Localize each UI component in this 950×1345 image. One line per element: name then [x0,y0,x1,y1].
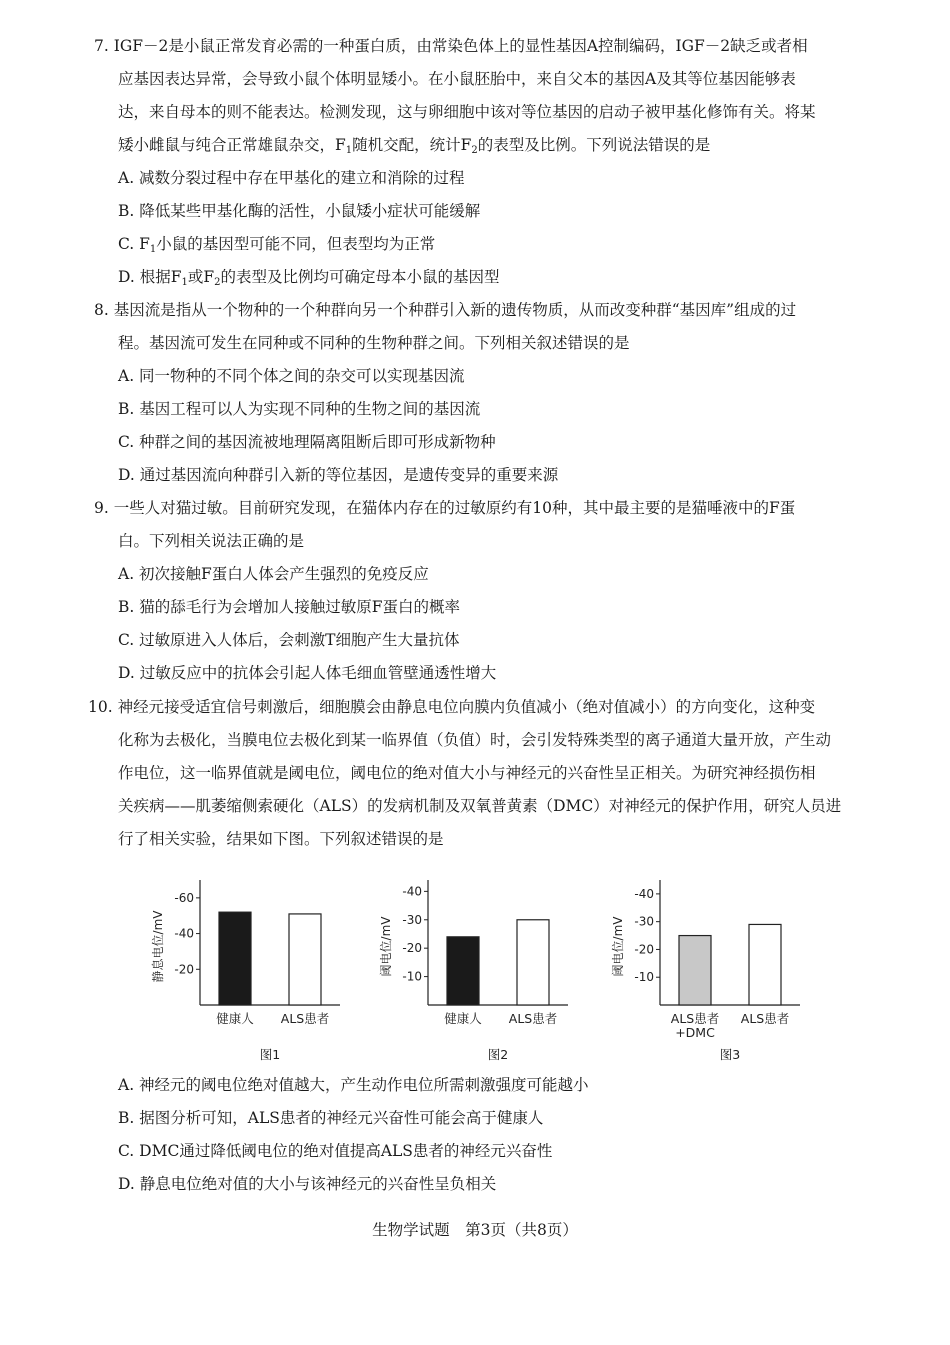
chart-svg [140,868,360,1063]
q7-stem-line-4 [118,135,710,155]
y-tick-label: -20 [634,942,654,957]
q7-stem-line-4a: 矮小雌鼠与纯合正常雄鼠杂交，F [118,136,346,154]
chart-title: 图3 [719,1047,741,1062]
q10-stem-line-3: 作电位，这一临界值就是阈电位，阈电位的绝对值大小与神经元的兴奋性呈正相关。为研究神经损伤相 [118,764,816,782]
bar [447,937,479,1005]
q7-stem-line-4b: 随机交配，统计F [352,136,472,154]
bar [517,920,549,1005]
q7-option-d-b: 或F [187,268,215,286]
chart-svg [368,868,588,1063]
q7-stem-line-3: 达，来自母本的则不能表达。检测发现，这与卵细胞中该对等位基因的启动子被甲基化修饰有关。将某 [118,103,816,121]
q9-option-a: A. 初次接触F蛋白人体会产生强烈的免疫反应 [118,565,429,583]
chart-svg [600,868,820,1063]
q8-stem-line-2: 程。基因流可发生在同种或不同种的生物种群之间。下列相关叙述错误的是 [118,334,630,352]
y-tick-label: -20 [402,941,422,956]
y-tick-label: -40 [174,926,194,941]
q7-sub-f2: 2 [471,145,478,156]
x-tick-label: ALS患者 [280,1011,330,1026]
q10-option-a: A. 神经元的阈电位绝对值越大，产生动作电位所需刺激强度可能越小 [118,1076,589,1094]
q8-option-d: D. 通过基因流向种群引入新的等位基因，是遗传变异的重要来源 [118,466,559,484]
x-tick-label: ALS患者 [740,1011,790,1026]
y-tick-label: -30 [634,914,654,929]
q7-option-c-a: C. F [118,235,150,253]
q7-option-d-c: 的表型及比例均可确定母本小鼠的基因型 [220,268,500,286]
x-tick-label: ALS患者 [508,1011,558,1026]
q9-stem-line-1: 9. 一些人对猫过敏。目前研究发现，在猫体内存在的过敏原约有10种，其中最主要的是猫唾液中的F蛋 [94,499,796,517]
q7-option-b: B. 降低某些甲基化酶的活性，小鼠矮小症状可能缓解 [118,202,481,220]
q7-option-d-a: D. 根据F [118,268,182,286]
figure-1 [140,868,360,1067]
bar [289,914,321,1005]
page-footer: 生物学试题 第3页（共8页） [372,1221,578,1239]
y-tick-label: -40 [402,884,422,899]
figure-3 [600,868,820,1067]
y-tick-label: -30 [402,912,422,927]
q8-option-a: A. 同一物种的不同个体之间的杂交可以实现基因流 [118,367,465,385]
y-axis-label: 阈电位/mV [379,916,393,977]
figures [140,868,840,1063]
chart-title: 图2 [487,1047,509,1062]
q7-option-c [118,234,435,254]
y-tick-label: -60 [174,890,194,905]
q7-option-c-sub: 1 [149,244,157,255]
q7-sub-f1: 1 [345,145,353,156]
q8-option-b: B. 基因工程可以人为实现不同种的生物之间的基因流 [118,400,481,418]
y-axis-label: 静息电位/mV [151,910,165,983]
q9-option-c: C. 过敏原进入人体后，会刺激T细胞产生大量抗体 [118,631,460,649]
q8-option-c: C. 种群之间的基因流被地理隔离阻断后即可形成新物种 [118,433,496,451]
q7-stem-line-2: 应基因表达异常，会导致小鼠个体明显矮小。在小鼠胚胎中，来自父本的基因A及其等位基因能够表 [118,70,796,88]
q10-stem-line-5: 行了相关实验，结果如下图。下列叙述错误的是 [118,830,444,848]
q10-option-d: D. 静息电位绝对值的大小与该神经元的兴奋性呈负相关 [118,1175,497,1193]
q7-stem-line-1: 7. IGF－2是小鼠正常发育必需的一种蛋白质，由常染色体上的显性基因A控制编码，IGF－2缺乏或者相 [94,37,808,55]
q9-stem-line-2: 白。下列相关说法正确的是 [118,532,305,550]
y-tick-label: -20 [174,962,194,977]
x-tick-label: +DMC [675,1025,715,1040]
q10-stem-line-4: 关疾病——肌萎缩侧索硬化（ALS）的发病机制及双氧普黄素（DMC）对神经元的保护作用，研究人员进 [118,797,842,815]
x-tick-label: 健康人 [444,1011,482,1026]
y-axis-label: 阈电位/mV [611,916,625,977]
bar [749,924,781,1005]
q7-option-d-sub1: 1 [181,277,188,288]
y-tick-label: -40 [634,886,654,901]
q10-option-b: B. 据图分析可知，ALS患者的神经元兴奋性可能会高于健康人 [118,1109,544,1127]
q7-stem-line-4c: 的表型及比例。下列说法错误的是 [477,136,711,154]
figure-2 [368,868,588,1067]
q7-option-d-sub2: 2 [214,277,221,288]
bar [219,912,251,1005]
q9-option-b: B. 猫的舔毛行为会增加人接触过敏原F蛋白的概率 [118,598,461,616]
q10-stem-line-1: 10. 神经元接受适宜信号刺激后，细胞膜会由静息电位向膜内负值减小（绝对值减小）的方向变化，这种变 [88,698,816,716]
x-tick-label: ALS患者 [670,1011,720,1026]
q7-option-d [118,267,500,287]
q10-stem-line-2: 化称为去极化，当膜电位去极化到某一临界值（负值）时，会引发特殊类型的离子通道大量开放，产生动 [118,731,832,749]
bar [679,936,711,1005]
q8-stem-line-1: 8. 基因流是指从一个物种的一个种群向另一个种群引入新的遗传物质，从而改变种群“基因库”组成的过 [94,301,797,319]
q10-option-c: C. DMC通过降低阈电位的绝对值提高ALS患者的神经元兴奋性 [118,1142,553,1160]
y-tick-label: -10 [402,969,422,984]
y-tick-label: -10 [634,970,654,985]
q9-option-d: D. 过敏反应中的抗体会引起人体毛细血管壁通透性增大 [118,664,497,682]
q7-option-c-b: 小鼠的基因型可能不同，但表型均为正常 [156,235,436,253]
q7-option-a: A. 减数分裂过程中存在甲基化的建立和消除的过程 [118,169,465,187]
chart-title: 图1 [259,1047,281,1062]
x-tick-label: 健康人 [216,1011,254,1026]
